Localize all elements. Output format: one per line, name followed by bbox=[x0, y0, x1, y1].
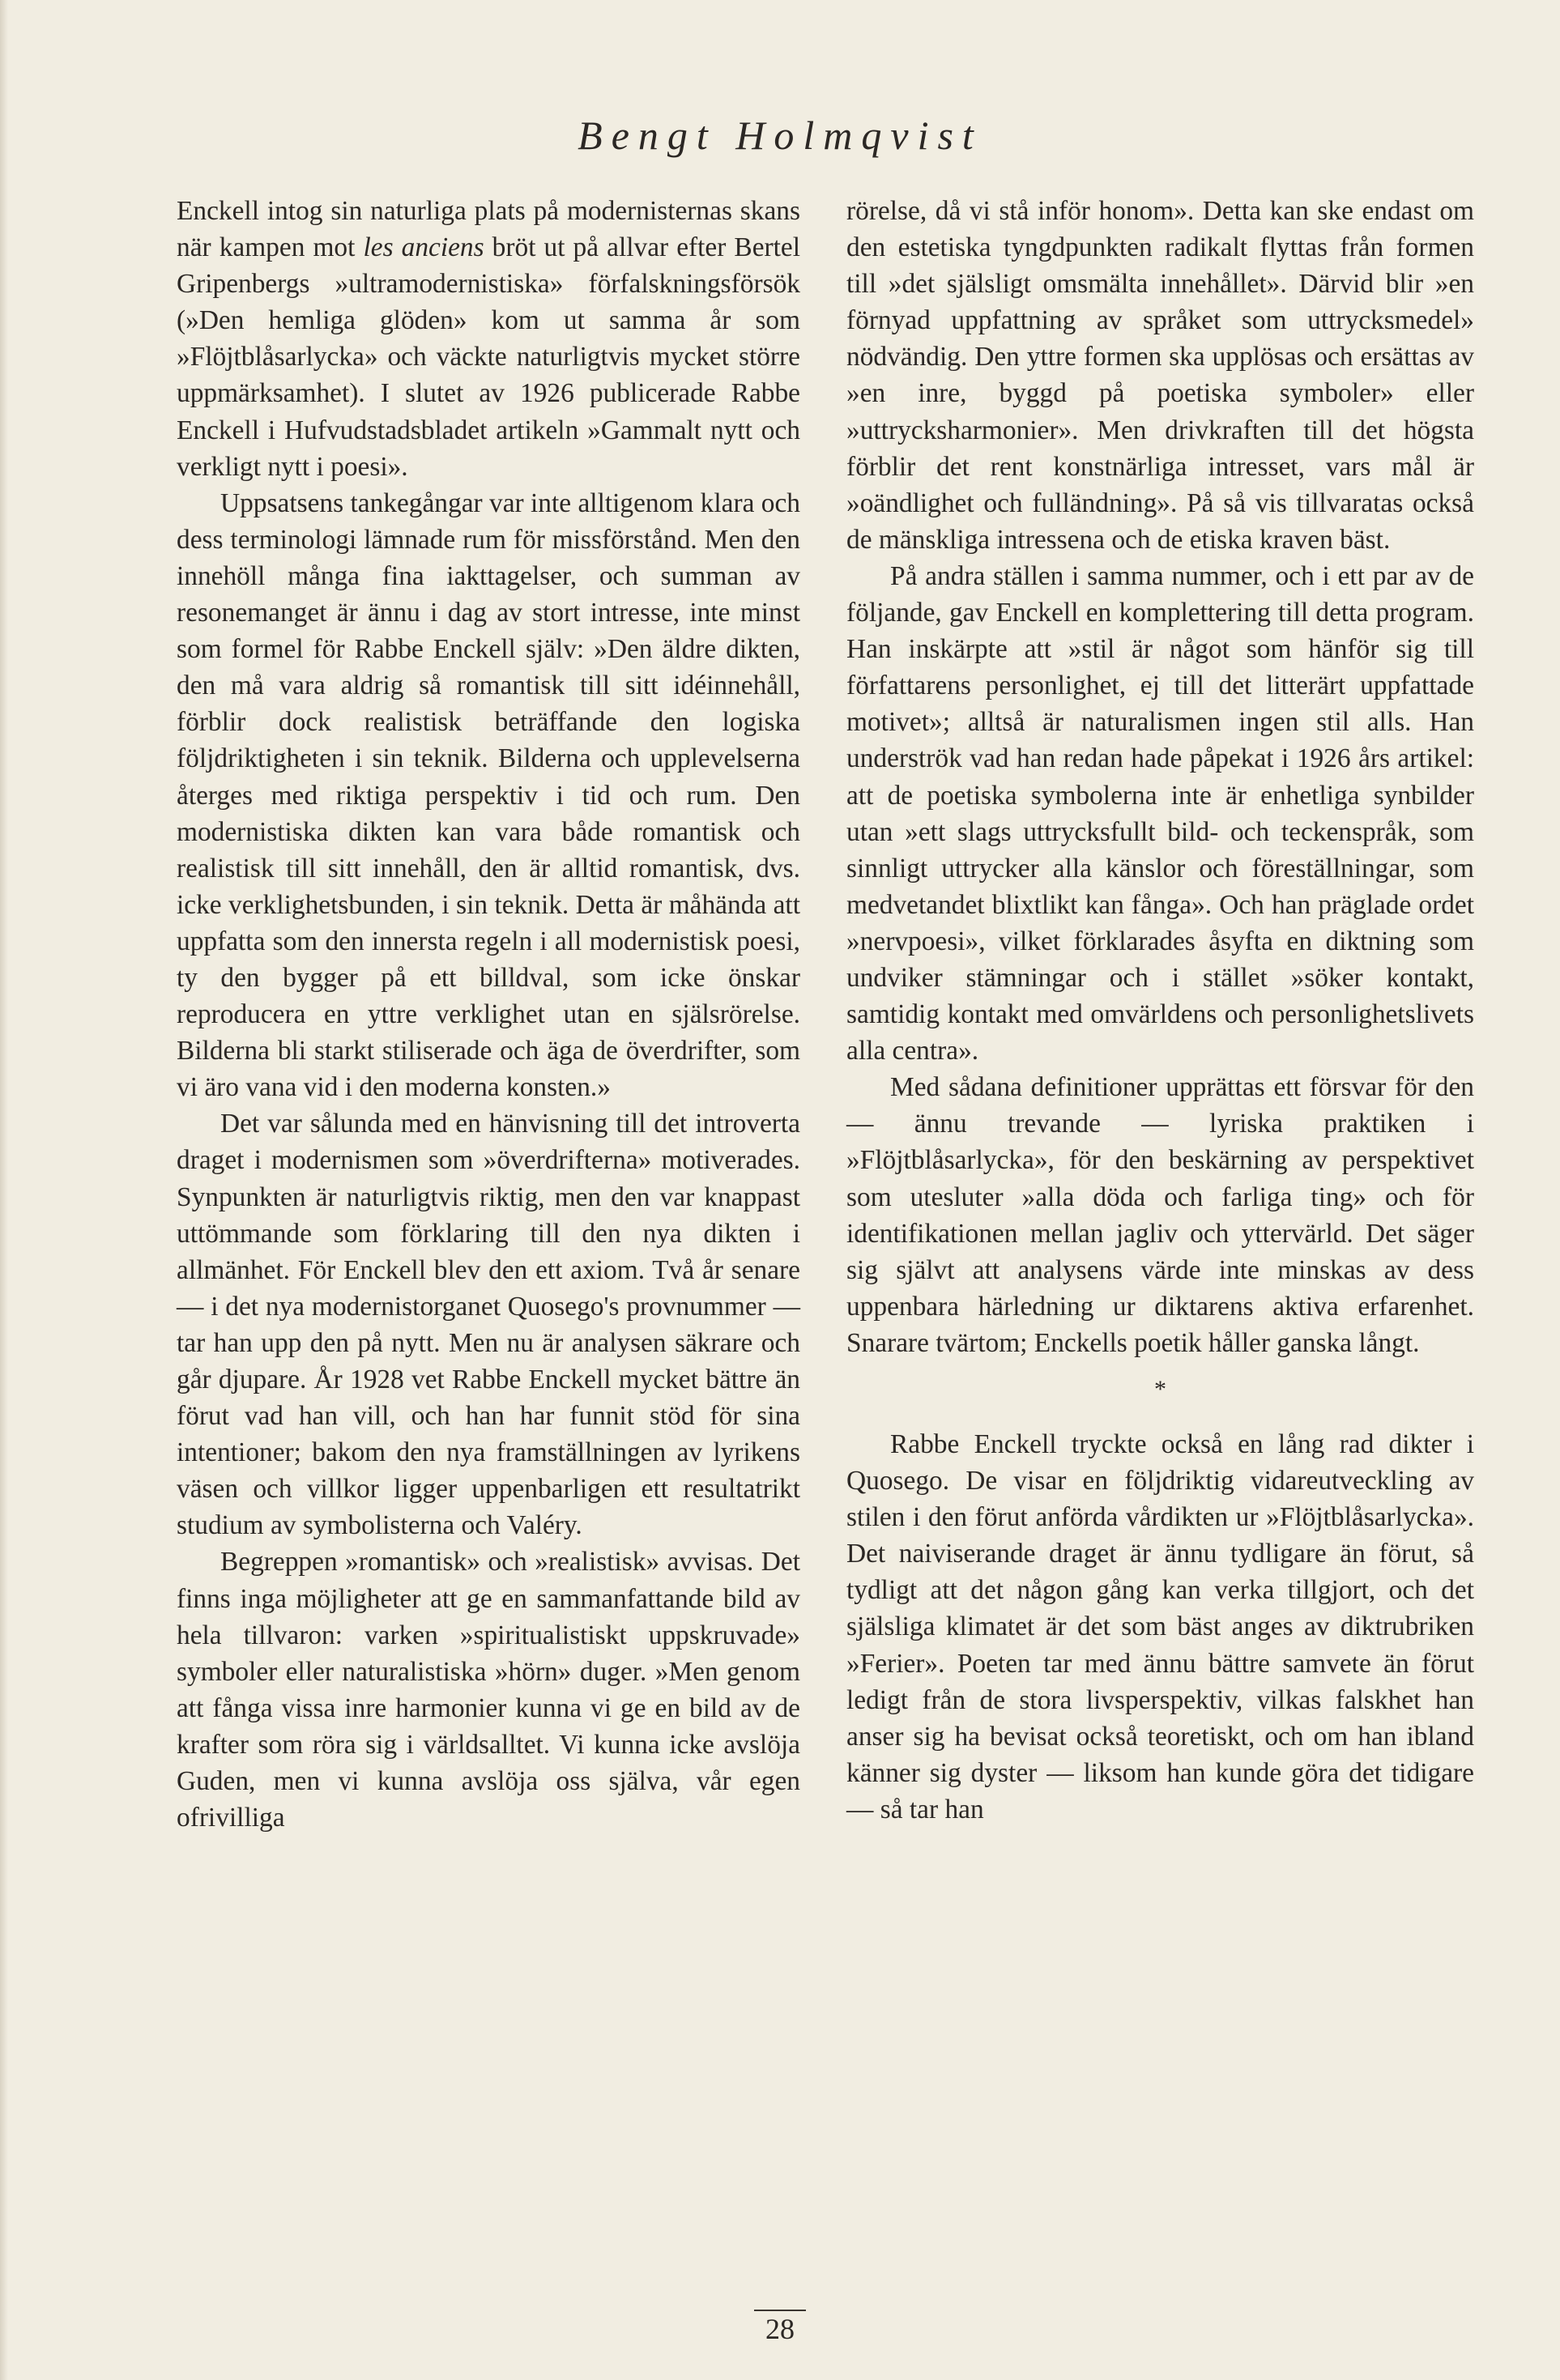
italic-phrase: les anciens bbox=[363, 232, 484, 263]
paragraph: rörelse, då vi stå inför honom». Detta kan ske endast om den estetiska tyngdpunkten radikalt flyttas från formen till »det själsligt omsmälta innehållet». Därvid blir »en förnyad uppfattning av språket som uttrycksmedel» nödvändig. Den yttre formen ska upplösas och ersättas av »en inre, byggd på poetiska symboler» eller »uttrycksharmonier». Men drivkraften till det högsta förblir det rent konstnärliga intresset, vars mål är »oändlighet och fulländning». På så vis tillvaratas också de mänskliga intressena och de etiska kraven bäst. bbox=[846, 196, 1474, 555]
running-head-author: Bengt Holmqvist bbox=[578, 113, 982, 158]
section-separator-asterisk: * bbox=[1154, 1376, 1166, 1403]
paragraph bbox=[177, 193, 800, 485]
paragraph: På andra ställen i samma nummer, och i ett par av de följande, gav Enckell en komplettering till detta program. Han inskärpte att »stil är något som hänför sig till författarens personlighet, ej till det litterärt uppfattade motivet»; alltså är naturalismen ingen stil alls. Han underströk vad han redan hade påpekat i 1926 års artikel: att de poetiska symbolerna inte är enhetliga synbilder utan »ett slags uttrycksfullt bild- och teckenspråk, som sinnligt uttrycker alla känslor och föreställningar, som medvetandet blixtlikt kan fånga». Och han präglade ordet »nervpoesi», vilket förklarades åsyfta en diktning som undviker stämningar och i stället »söker kontakt, samtidig kontakt med omvärldens och personlighetslivets alla centra». bbox=[846, 560, 1474, 1067]
paragraph: Begreppen »romantisk» och »realistisk» avvisas. Det finns inga möjligheter att ge en sammanfattande bild av hela tillvaron: varken »spiritualistiskt uppskruvade» symboler eller naturalistiska »hörn» duger. »Men genom att fånga vissa inre harmonier kunna vi ge en bild av de krafter som röra sig i världsalltet. Vi kunna icke avslöja Guden, men vi kunna avslöja oss själva, vår egen ofrivilliga bbox=[177, 1547, 800, 1833]
paragraph-text: Enckell intog sin naturliga plats på modernisternas skans när kampen mot bbox=[177, 196, 800, 263]
right-text-column bbox=[846, 193, 1474, 1828]
paragraph: Med sådana definitioner upprättas ett försvar för den — ännu trevande — lyriska praktiken i »Flöjtblåsarlycka», för den beskärning av perspektivet som utesluter »alla döda och farliga ting» och för identifikationen mellan jagliv och yttervärld. Det säger sig självt att analysens värde inte minskas av dess uppenbara härledning ur diktarens aktiva erfarenhet. Snarare tvärtom; Enckells poetik håller ganska långt. bbox=[846, 1072, 1474, 1358]
paragraph-text: bröt ut på allvar efter Bertel Gripenbergs »ultramodernistiska» förfalskningsförsök (»Den hemliga glöden» kom ut samma år som »Flöjtblåsarlycka» och väckte naturligtvis mycket större uppmärksamhet). I slutet av 1926 publicerade Rabbe Enckell i Hufvudstadsbladet artikeln »Gammalt nytt och verkligt nytt i poesi». bbox=[177, 232, 801, 482]
page-edge-shadow bbox=[0, 0, 8, 2380]
page-number bbox=[0, 2310, 1560, 2346]
paragraph: Rabbe Enckell tryckte också en lång rad dikter i Quosego. De visar en följdriktig vidareutveckling av stilen i den förut anförda vårdikten ur »Flöjtblåsarlycka». Det naiviserande draget är ännu tydligare än förut, så tydligt att det någon gång kan verka tillgjort, och det själsliga klimatet är det som bäst anges av diktrubriken »Ferier». Poeten tar med ännu bättre samvete än förut ledigt från de stora livsperspektiv, vilkas falskhet han anser sig ha bevisat också teoretiskt, och om han ibland känner sig dyster — liksom han kunde göra det tidigare — så tar han bbox=[846, 1429, 1474, 1824]
page-number-text: 28 bbox=[754, 2310, 806, 2344]
paragraph: Det var sålunda med en hänvisning till det introverta draget i modernismen som »överdrifterna» motiverades. Synpunkten är naturligtvis riktig, men den var knappast uttömmande som förklaring till den nya dikten i allmänhet. För Enckell blev den ett axiom. Två år senare — i det nya modernistorganet Quosego's provnummer — tar han upp den på nytt. Men nu är analysen säkrare och går djupare. År 1928 vet Rabbe Enckell mycket bättre än förut vad han vill, och han har funnit stöd för sina intentioner; bakom den nya framställningen av lyrikens väsen och villkor ligger uppenbarligen ett resultatrikt studium av symbolisterna och Valéry. bbox=[177, 1109, 800, 1541]
paragraph: Uppsatsens tankegångar var inte alltigenom klara och dess terminologi lämnade rum för missförstånd. Men den innehöll många fina iakttagelser, och summan av resonemanget är ännu i dag av stort intresse, inte minst som formel för Rabbe Enckell själv: »Den äldre dikten, den må vara aldrig så romantisk till sitt idéinnehåll, förblir dock realistisk beträffande den logiska följdriktigheten i sin teknik. Bilderna och upplevelserna återges med riktiga perspektiv i tid och rum. Den modernistiska dikten kan vara både romantisk och realistisk till sitt innehåll, den är alltid romantisk, dvs. icke verklighetsbunden, i sin teknik. Detta är måhända att uppfatta som den innersta regeln i all modernistisk poesi, ty den bygger på ett billdval, som icke önskar reproducera en yttre verklighet utan en själsrörelse. Bilderna bli starkt stiliserade och äga de överdrifter, som vi äro vana vid i den moderna konsten.» bbox=[177, 487, 800, 1103]
left-text-column bbox=[177, 193, 800, 1836]
